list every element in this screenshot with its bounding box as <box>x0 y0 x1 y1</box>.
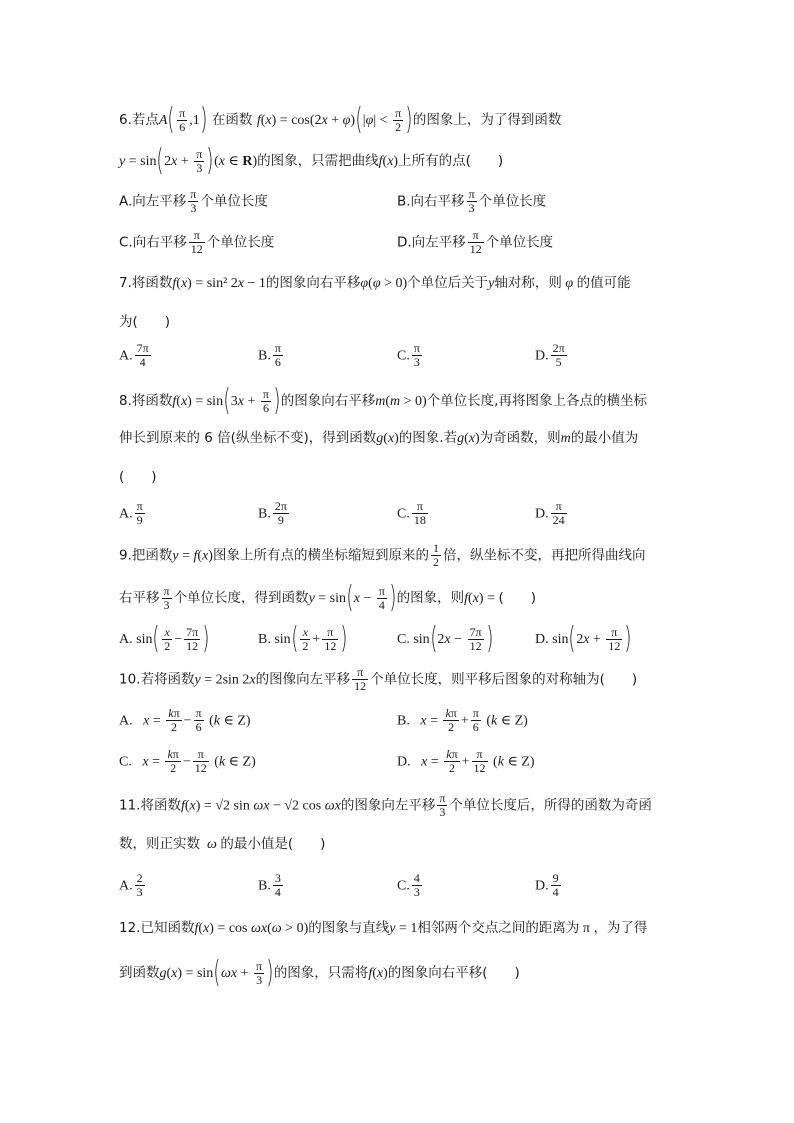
q10-option-a[interactable]: A. x = $\frac{k\pi}{2}$ − $\frac{\pi}{6}$ (k ∈ Z) <box>119 706 251 734</box>
q7-option-c[interactable]: C. $\frac{\pi}{3}$ <box>397 341 420 369</box>
q7-option-b[interactable]: B. $\frac{\pi}{6}$ <box>258 341 281 369</box>
q10-option-b[interactable]: B. x = $\frac{k\pi}{2}$ + $\frac{\pi}{6}$ (k ∈ Z) <box>397 706 528 734</box>
q6-text: 的图象上，为了得到函数 <box>412 112 562 128</box>
q9-option-c[interactable]: C. sin(2x − $\frac{7\pi}{12}$ ) <box>397 621 493 656</box>
q11-line-1: 11.将函数f(x) = √2 sin ωx − √2 cos ωx的图象向左平移 $\frac{\pi}{3}$ 个单位长度后，所得的函数为奇函 <box>119 791 652 819</box>
q6-line-1: 6.若点A( $\frac{\pi}{6}$ ,1) 在函数 f(x) = cos(2x + φ)(|φ| < $\frac{\pi}{2}$ )的图象上，为了得到函数 <box>119 102 562 137</box>
q7-option-a[interactable]: A. $\frac{7\pi}{4}$ <box>119 341 149 369</box>
q6-option-a[interactable]: A.向左平移 $\frac{\pi}{3}$ 个单位长度 <box>119 187 268 215</box>
q6-option-b[interactable]: B.向右平移 $\frac{\pi}{3}$ 个单位长度 <box>397 187 547 215</box>
q8-line-2: 伸长到原来的 6 倍(纵坐标不变)，得到函数g(x)的图象.若g(x)为奇函数，则m的最小值为 <box>119 430 639 446</box>
q10-option-c[interactable]: C. x = $\frac{k\pi}{2}$ − $\frac{\pi}{12}$ (k ∈ Z) <box>119 747 256 775</box>
q9-option-d[interactable]: D. sin(2x + $\frac{\pi}{12}$ ) <box>535 621 632 656</box>
q10-line-1: 10.若将函数y = 2sin 2x的图像向左平移 $\frac{\pi}{12}$ 个单位长度，则平移后图象的对称轴为( ) <box>119 665 638 693</box>
q10-option-d[interactable]: D. x = $\frac{k\pi}{2}$ + $\frac{\pi}{12}$ (k ∈ Z) <box>397 747 535 775</box>
q8-option-b[interactable]: B. $\frac{2\pi}{9}$ <box>258 499 287 527</box>
q7-line-2: 为( ) <box>119 314 171 330</box>
q11-option-c[interactable]: C. $\frac{4}{3}$ <box>397 871 420 899</box>
q11-option-a[interactable]: A. $\frac{2}{3}$ <box>119 871 143 899</box>
q8-option-d[interactable]: D. $\frac{\pi}{24}$ <box>535 499 565 527</box>
q11-option-b[interactable]: B. $\frac{3}{4}$ <box>258 871 281 899</box>
q8-option-a[interactable]: A. $\frac{\pi}{9}$ <box>119 499 143 527</box>
q6-line-2: y = sin(2x + $\frac{\pi}{3}$ )(x ∈ R)的图象，只需把曲线f(x)上所有的点( ) <box>119 143 504 178</box>
q9-option-b[interactable]: B. sin( $\frac{x}{2}$ + $\frac{\pi}{12}$ ) <box>258 621 348 656</box>
q12-line-1: 12.已知函数f(x) = cos ωx(ω > 0)的图象与直线y = 1相邻两个交点之间的距离为 π ，为了得 <box>119 920 648 936</box>
q11-option-d[interactable]: D. $\frac{9}{4}$ <box>535 871 559 899</box>
q9-line-2: 右平移 $\frac{\pi}{3}$ 个单位长度，得到函数y = sin(x − $\frac{\pi}{4}$ )的图象，则f(x) = ( ) <box>119 580 537 615</box>
q9-option-a[interactable]: A. sin( $\frac{x}{2}$ − $\frac{7\pi}{12}$ ) <box>119 621 210 656</box>
q7-option-d[interactable]: D. $\frac{2\pi}{5}$ <box>535 341 565 369</box>
q8-option-c[interactable]: C. $\frac{\pi}{18}$ <box>397 499 426 527</box>
q8-line-3: ( ) <box>119 469 157 485</box>
q6-text: 的图象，只需把曲线 <box>257 153 379 169</box>
q6-text: 上所有的点( ) <box>398 153 504 169</box>
q6-text: 在函数 <box>211 112 253 128</box>
q12-line-2: 到函数g(x) = sin(ωx + $\frac{\pi}{3}$ )的图象，只需将f(x)的图象向右平移( ) <box>119 955 520 990</box>
q8-line-1: 8.将函数f(x) = sin(3x + $\frac{\pi}{6}$ )的图象向右平移m(m > 0)个单位长度,再将图象上各点的横坐标 <box>119 383 647 418</box>
q11-line-2: 数，则正实数 ω 的最小值是( ) <box>119 836 326 852</box>
q7-line-1: 7.将函数f(x) = sin² 2x − 1的图象向右平移φ(φ > 0)个单位后关于y轴对称，则 φ 的值可能 <box>119 275 631 291</box>
q6-text: 6.若点 <box>119 112 159 128</box>
q6-option-d[interactable]: D.向左平移 $\frac{\pi}{12}$ 个单位长度 <box>397 228 554 256</box>
q9-line-1: 9.把函数y = f(x)图象上所有点的横坐标缩短到原来的 $\frac{1}{2}$ 倍，纵坐标不变，再把所得曲线向 <box>119 541 646 569</box>
q6-option-c[interactable]: C.向右平移 $\frac{\pi}{12}$ 个单位长度 <box>119 228 275 256</box>
